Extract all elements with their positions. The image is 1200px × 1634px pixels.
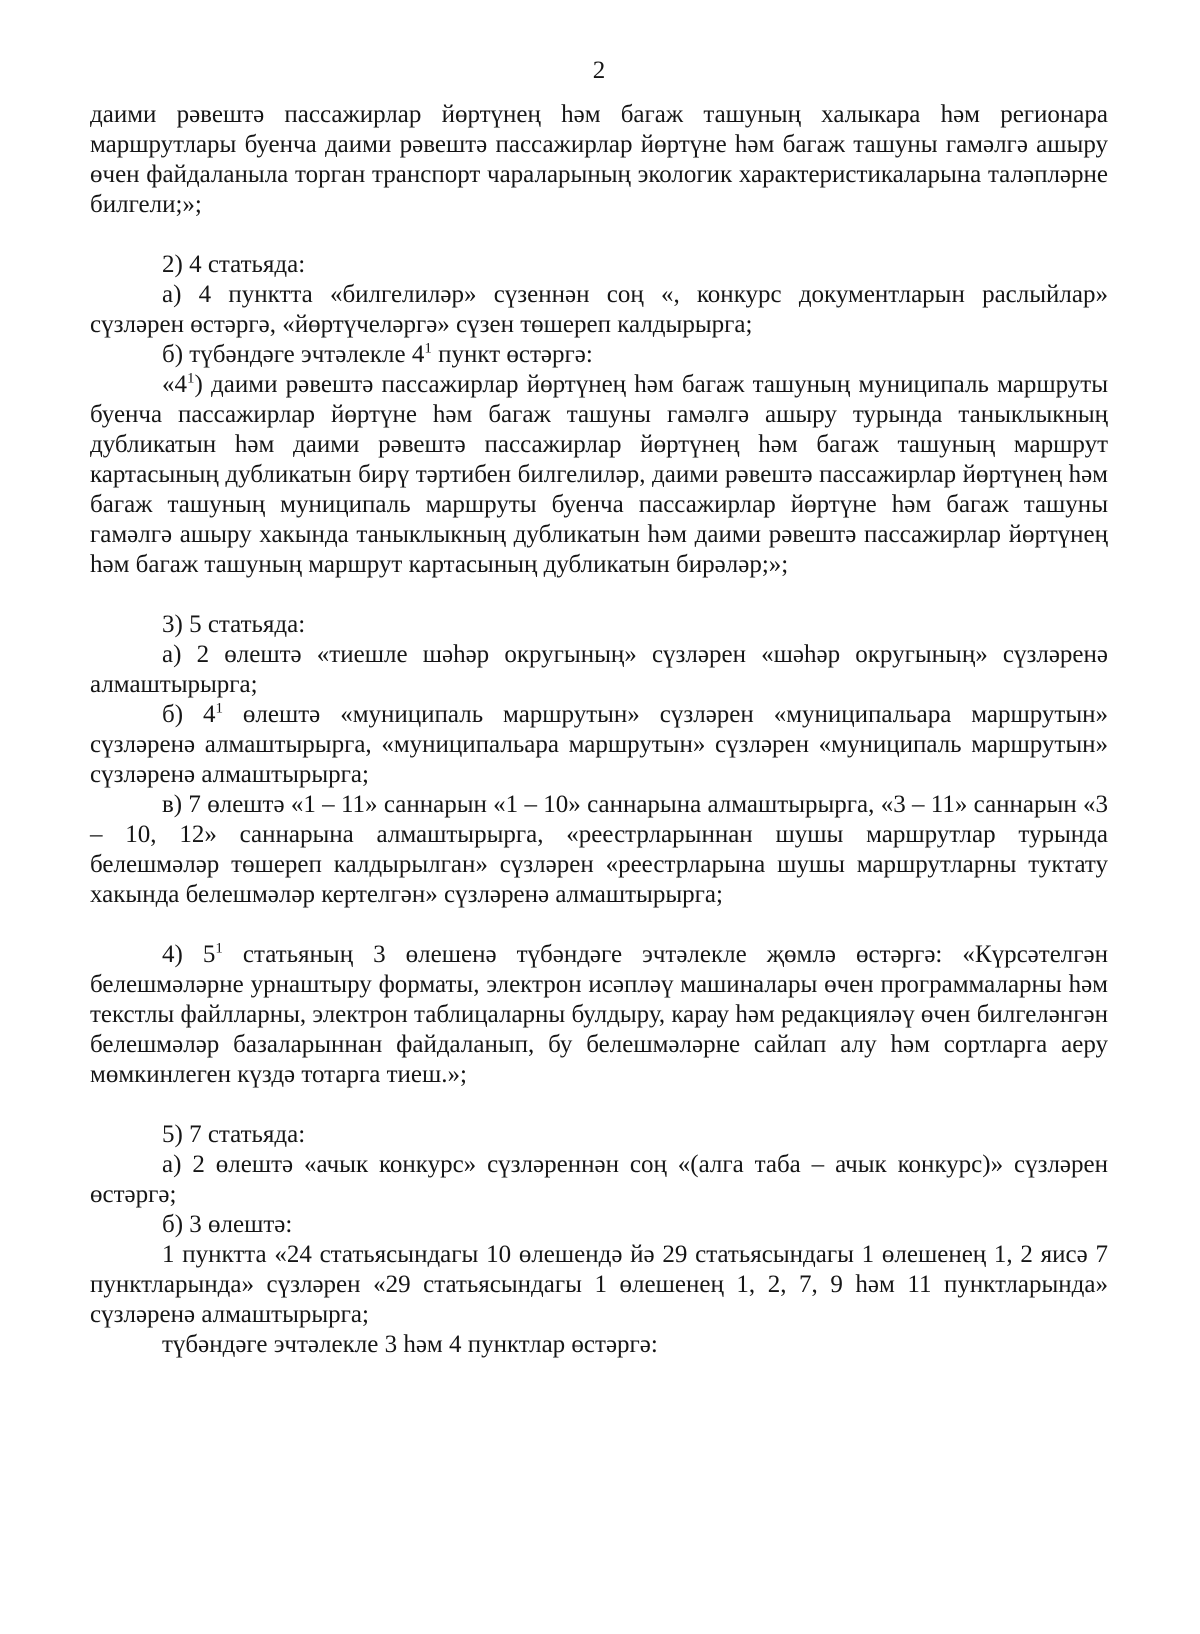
paragraph-item-5b: б) 3 өлештә: <box>162 1211 293 1238</box>
text-fragment: б) түбәндәге эчтәлекле 4 <box>162 341 425 368</box>
paragraph-item-3b <box>90 700 1108 790</box>
text-fragment: б) 4 <box>162 701 216 728</box>
paragraph-item-2-heading: 2) 4 статьяда: <box>162 251 306 278</box>
paragraph-item-2a: а) 4 пунктта «билгелиләр» сүзеннән соң «, конкурс документларын раслыйлар» сүзләрен өстәргә, «йөртүчеләргә» сүзен төшереп калдырырга; <box>90 281 1108 338</box>
paragraph-item-3a: а) 2 өлештә «тиешле шәһәр округының» сүзләрен «шәһәр округының» сүзләренә алмаштырырга; <box>90 641 1108 698</box>
text-fragment: ) даими рәвештә пассажирлар йөртүнең һәм багаж ташуның муниципаль маршруты буенча пассажирлар йөртүне һәм багаж ташуны гамәлгә ашыру турында таныклыкның дубликатын һәм даими рәвештә пассажирлар йөртүнең һәм багаж ташуның маршрут картасының дубликатын бирү тәртибен билгелиләр, даими рәвештә пассажирлар йөртүнең һәм багаж ташуның муниципаль маршруты буенча пассажирлар йөртүне һәм багаж ташуны гамәлгә ашыру хакында таныклыкның дубликатын һәм даими рәвештә пассажирлар йөртүнең һәм багаж ташуның маршрут картасының дубликатын бирәләр;»; <box>90 371 1108 578</box>
paragraph-item-3-heading: 3) 5 статьяда: <box>162 611 306 638</box>
paragraph-continuation: даими рәвештә пассажирлар йөртүнең һәм багаж ташуның халыкара һәм регионара маршрутлары буенча даими рәвештә пассажирлар йөртүне һәм багаж ташуны гамәлгә ашыру өчен файдаланыла торган транспорт чараларының экологик характеристикаларына таләпләрне билгели;»; <box>90 101 1108 218</box>
superscript: 1 <box>424 340 432 357</box>
text-fragment: өлештә «муниципаль маршрутын» сүзләрен «муниципальара маршрутын» сүзләренә алмаштырырга, «муниципальара маршрутын» сүзләрен «муниципаль маршрутын» сүзләренә алмаштырырга; <box>90 701 1109 788</box>
paragraph-item-3v: в) 7 өлештә «1 – 11» саннарын «1 – 10» саннарына алмаштырырга, «3 – 11» саннарын «3 – 10, 12» саннарына алмаштырырга, «реестрларыннан шушы маршрутлар турында белешмәләр төшереп калдырылган» сүзләрен «реестрларына шушы маршрутларны туктату хакында белешмәләр кертелгән» сүзләренә алмаштырырга; <box>90 791 1108 908</box>
page-number: 2 <box>592 57 606 84</box>
paragraph-item-4 <box>90 940 1108 1090</box>
paragraph-item-5b-2: түбәндәге эчтәлекле 3 һәм 4 пунктлар өстәргә: <box>162 1331 658 1358</box>
document-page <box>90 56 1108 1360</box>
superscript: 1 <box>215 700 223 717</box>
paragraph-item-5a: а) 2 өлештә «ачык конкурс» сүзләреннән соң «(алга таба – ачык конкурс)» сүзләрен өстәргә; <box>90 1151 1108 1208</box>
text-fragment: пункт өстәргә: <box>431 341 593 368</box>
paragraph-item-4-1-text <box>90 370 1108 580</box>
paragraph-item-2b <box>90 340 1108 370</box>
paragraph-item-5b-1: 1 пунктта «24 статьясындагы 10 өлешендә йә 29 статьясындагы 1 өлешенең 1, 2 яисә 7 пунктларында» сүзләрен «29 статьясындагы 1 өлешенең 1, 2, 7, 9 һәм 11 пунктларында» сүзләренә алмаштырырга; <box>90 1241 1108 1328</box>
paragraph-item-5-heading: 5) 7 статьяда: <box>162 1121 306 1148</box>
text-fragment: статьяның 3 өлешенә түбәндәге эчтәлекле җөмлә өстәргә: «Күрсәтелгән белешмәләрне урнаштыру форматы, электрон исәпләү машиналары өчен программаларны һәм текстлы файлларны, электрон таблицаларны булдыру, карау һәм редакцияләү өчен билгеләнгән белешмәләр базаларыннан файдаланып, бу белешмәләрне сайлап алу һәм сортларга аеру мөмкинлеген күздә тотарга тиеш.»; <box>90 941 1109 1088</box>
text-fragment: 4) 5 <box>162 941 216 968</box>
superscript: 1 <box>215 940 223 957</box>
text-fragment: «4 <box>162 371 187 398</box>
superscript: 1 <box>187 370 195 387</box>
